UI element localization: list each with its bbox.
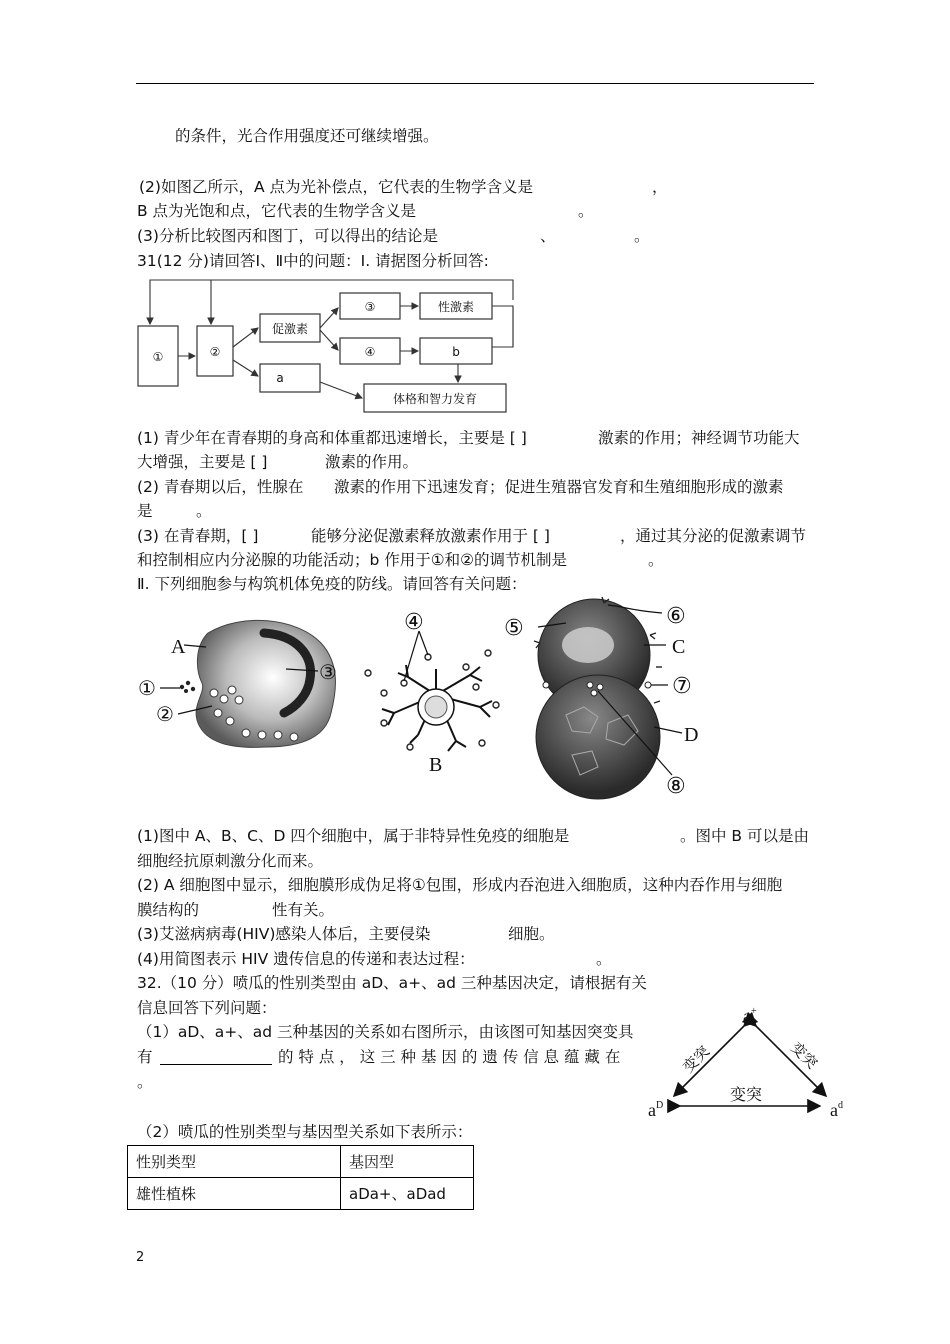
text-line: (3) 在青春期，[ ]: [137, 527, 259, 545]
label-c6: ⑥: [666, 604, 686, 629]
text-punct: 。: [196, 502, 212, 520]
text-line: 是: [137, 502, 153, 520]
text-line: 信息回答下列问题：: [137, 999, 277, 1017]
label-c2: ②: [156, 702, 174, 726]
label-xingjisu: 性激素: [437, 300, 475, 314]
text-line: 激素的作用。: [325, 453, 419, 471]
table-cell: 雄性植株: [128, 1178, 341, 1210]
immune-cells-figure: [136, 595, 716, 800]
text-line: ，通过其分泌的促激素调节: [620, 527, 807, 545]
label-b: b: [452, 345, 460, 359]
text-punct: 。: [578, 202, 594, 220]
text-line: 激素的作用下迅速发育；促进生殖器官发育和生殖细胞形成的激素: [334, 478, 784, 496]
text-line: (3)艾滋病病毒(HIV)感染人体后，主要侵染: [137, 925, 431, 943]
page-number: 2: [136, 1250, 145, 1265]
node-a-D: $a^D$: [648, 1100, 664, 1120]
text-punct: 。: [596, 950, 612, 968]
text-line: 有: [137, 1048, 153, 1066]
node-a-d: $a^d$: [830, 1100, 843, 1120]
text-line: 性有关。: [272, 901, 335, 919]
label-tige: 体格和智力发育: [392, 392, 478, 406]
text-line: （2）喷瓜的性别类型与基因型关系如下表所示：: [137, 1123, 473, 1141]
text-punct: 、: [540, 227, 556, 245]
text-line: B 点为光饱和点，它代表的生物学含义是: [137, 202, 417, 220]
text-line: (1) 青少年在青春期的身高和体重都迅速增长，主要是 [ ]: [137, 429, 527, 447]
text-line: 。图中 B 可以是由: [680, 827, 809, 845]
text-line: (3)分析比较图丙和图丁，可以得出的结论是: [137, 227, 438, 245]
table-header-cell: 基因型: [341, 1146, 474, 1178]
text-line: (2) 青春期以后，性腺在: [137, 478, 304, 496]
table-cell: aDa+、aDad: [341, 1178, 474, 1210]
label-4: ④: [364, 345, 376, 359]
label-3: ③: [364, 300, 376, 314]
text-line: 的 特 点 ， 这 三 种 基 因 的 遗 传 信 息 蕴 藏 在: [278, 1048, 621, 1066]
label-c5: ⑤: [504, 616, 524, 641]
sex-genotype-table: [127, 1145, 474, 1210]
text-line: 的条件，光合作用强度还可继续增强。: [175, 127, 439, 145]
text-line: 细胞。: [508, 925, 555, 943]
text-line: 膜结构的: [137, 901, 200, 919]
label-A: A: [171, 636, 186, 658]
edge-label-left: 变突: [679, 1042, 714, 1077]
label-1: ①: [152, 350, 164, 364]
text-line: （1）aD、a+、ad 三种基因的关系如右图所示，由该图可知基因突变具: [137, 1023, 634, 1041]
text-line: (2) A 细胞图中显示，细胞膜形成伪足将①包围，形成内吞泡进入细胞质，这种内吞作用与细胞: [137, 876, 783, 894]
node-a-plus: a+: [743, 1006, 757, 1026]
text-line: (1)图中 A、B、C、D 四个细胞中，属于非特异性免疫的细胞是: [137, 827, 570, 845]
cell-A-macrophage: [196, 620, 335, 747]
text-line: 激素的作用；神经调节功能大: [598, 429, 800, 447]
answer-blank: [160, 1064, 272, 1065]
text-line: (2)如图乙所示，A 点为光补偿点，它代表的生物学含义是: [139, 178, 533, 196]
edge-label-right: 变突: [787, 1038, 821, 1073]
text-line: 能够分泌促激素释放激素作用于 [ ]: [311, 527, 550, 545]
box-a: [260, 364, 320, 392]
text-punct: ，: [652, 178, 668, 196]
label-c7: ⑦: [672, 674, 692, 699]
label-cujisu: 促激素: [271, 322, 309, 336]
label-a: a: [276, 371, 284, 385]
label-c8: ⑧: [666, 774, 686, 799]
label-c3: ③: [319, 660, 337, 684]
cell-D: [536, 675, 660, 799]
text-line: (4)用简图表示 HIV 遗传信息的传递和表达过程：: [137, 950, 475, 968]
edge-label-bottom: 变突: [730, 1085, 763, 1104]
label-c1: ①: [138, 676, 156, 700]
label-B: B: [429, 754, 443, 776]
hormone-flowchart: [130, 272, 530, 422]
text-line: 大增强，主要是 [ ]: [137, 453, 268, 471]
text-punct: 。: [648, 551, 664, 569]
header-rule: [136, 83, 814, 84]
section-heading: Ⅱ. 下列细胞参与构筑机体免疫的防线。请回答有关问题：: [137, 575, 527, 593]
gene-mutation-diagram: [640, 1008, 860, 1118]
text-line: 和控制相应内分泌腺的功能活动；b 作用于①和②的调节机制是: [137, 551, 568, 569]
text-punct: 。: [634, 227, 650, 245]
table-header-cell: 性别类型: [128, 1146, 341, 1178]
label-2: ②: [209, 345, 221, 359]
label-c4: ④: [404, 610, 424, 635]
label-C: C: [672, 636, 686, 658]
table-row: [128, 1178, 474, 1210]
table-header-row: [128, 1146, 474, 1178]
label-D: D: [684, 724, 699, 746]
text-line: 细胞经抗原刺激分化而来。: [137, 852, 324, 870]
question-heading: 32.（10 分）喷瓜的性别类型由 aD、a+、ad 三种基因决定，请根据有关: [137, 974, 647, 992]
question-heading: 31(12 分)请回答Ⅰ、Ⅱ中的问题：Ⅰ. 请据图分析回答:: [137, 252, 489, 270]
text-punct: 。: [137, 1073, 153, 1091]
